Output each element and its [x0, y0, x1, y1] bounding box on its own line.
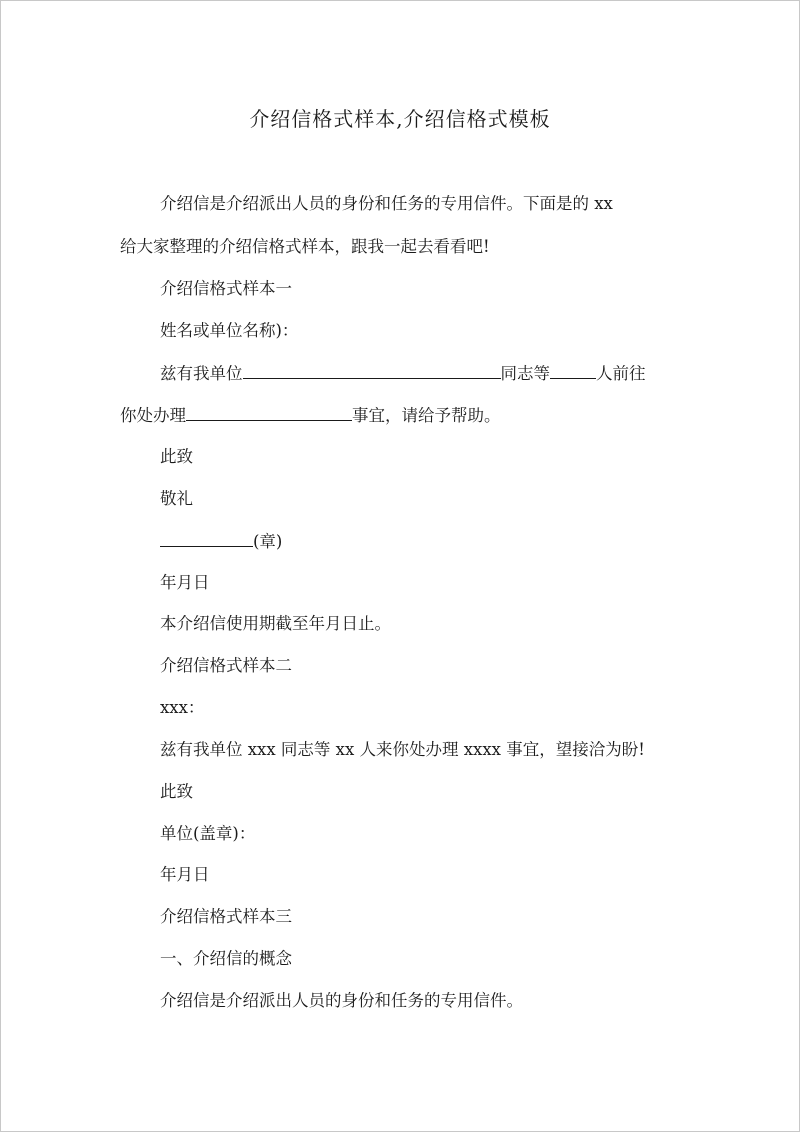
intro-line-2: 给大家整理的介绍信格式样本，跟我一起去看看吧!	[120, 237, 490, 256]
blank-unit-field	[243, 361, 501, 379]
blank-count-field	[550, 361, 596, 379]
sample3-section1-text: 介绍信是介绍派出人员的身份和任务的专用信件。	[160, 991, 523, 1010]
sample1-validity: 本介绍信使用期截至年月日止。	[160, 614, 391, 633]
document-title: 介绍信格式样本,介绍信格式模板	[249, 107, 551, 131]
sample2-signature: 单位(盖章)：	[160, 824, 256, 843]
sample1-closing-1: 此致	[160, 447, 193, 466]
sample1-seal-line	[160, 529, 282, 554]
sample1-closing-2: 敬礼	[160, 489, 193, 508]
sample1-seal: (章)	[253, 532, 283, 551]
sample3-heading: 介绍信格式样本三	[160, 907, 292, 926]
sample1-body-line2-part2: 事宜，请给予帮助。	[352, 406, 501, 425]
sample1-addressee: 姓名或单位名称)：	[160, 321, 299, 340]
sample1-heading: 介绍信格式样本一	[160, 279, 292, 298]
sample3-section1-title: 一、介绍信的概念	[160, 949, 292, 968]
sample2-body: 兹有我单位 xxx 同志等 xx 人来你处办理 xxxx 事宜，望接洽为盼!	[160, 740, 645, 759]
sample2-heading: 介绍信格式样本二	[160, 656, 292, 675]
sample1-body-part3: 人前往	[596, 364, 646, 383]
sample2-date: 年月日	[160, 865, 210, 884]
sample2-addressee: xxx：	[160, 698, 205, 717]
intro-line-1: 介绍信是介绍派出人员的身份和任务的专用信件。下面是的 xx	[160, 194, 613, 213]
sample2-closing: 此致	[160, 782, 193, 801]
sample1-body-line-2	[120, 403, 501, 428]
sample1-body-line-1	[160, 361, 646, 386]
blank-matter-field	[186, 403, 352, 421]
sample1-body-line2-part1: 你处办理	[120, 406, 186, 425]
sample1-date: 年月日	[160, 573, 210, 592]
sample1-body-part1: 兹有我单位	[160, 364, 243, 383]
blank-seal-field	[160, 529, 253, 547]
sample1-body-part2: 同志等	[500, 364, 550, 383]
